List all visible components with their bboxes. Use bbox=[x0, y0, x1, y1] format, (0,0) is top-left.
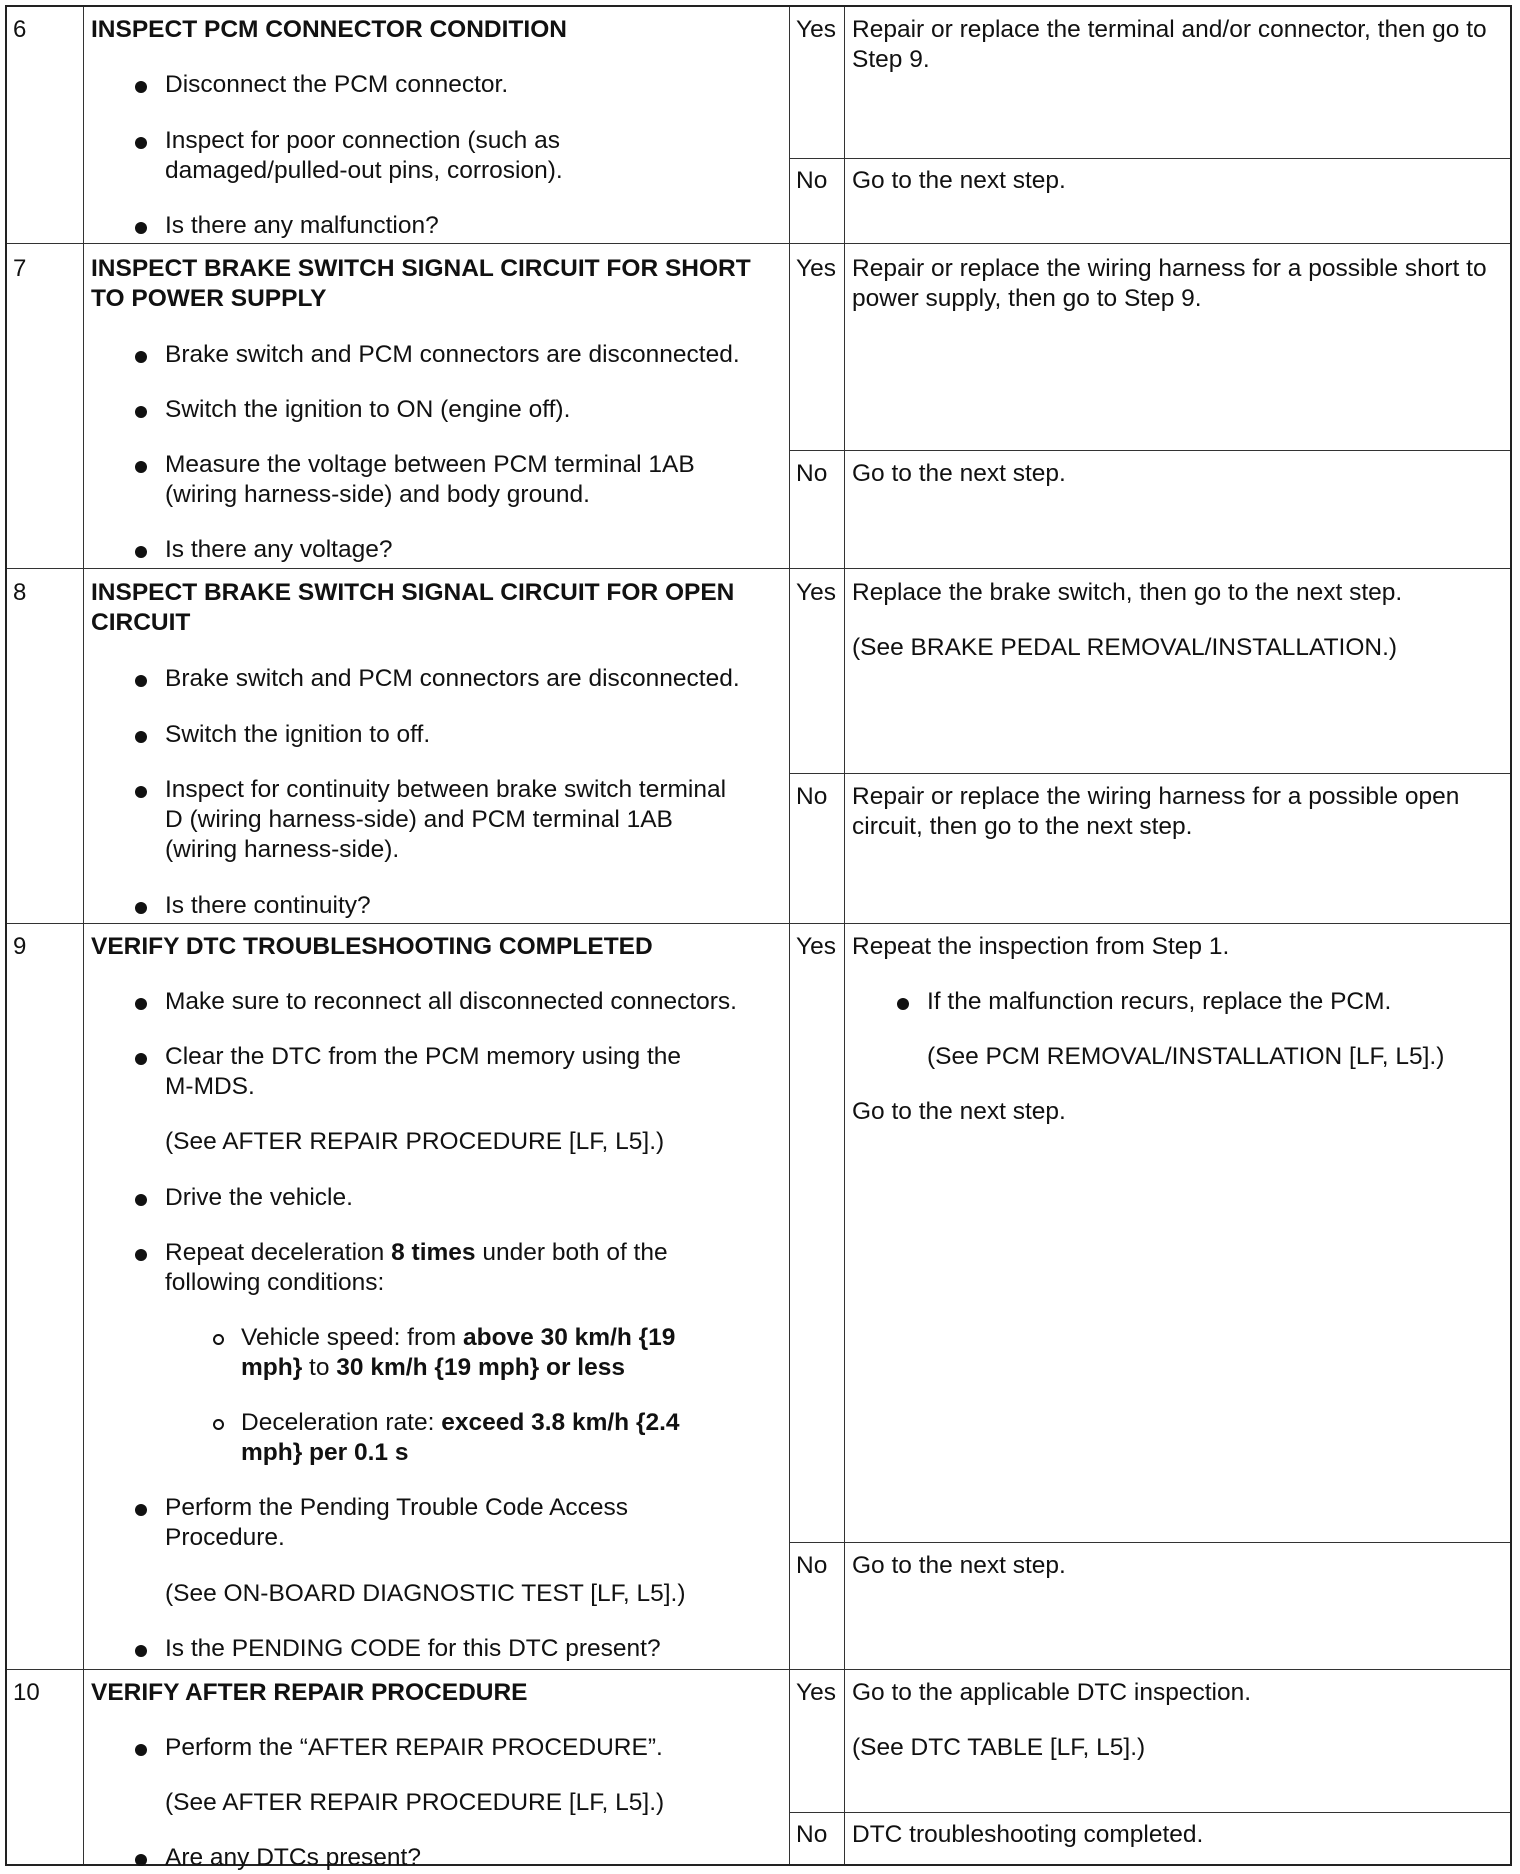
sub-condition-cont bbox=[241, 1438, 408, 1468]
yes-result-item: If the malfunction recurs, replace the PCM. bbox=[927, 988, 1392, 1015]
sub-condition-cont bbox=[241, 1353, 625, 1383]
step-title: INSPECT BRAKE SWITCH SIGNAL CIRCUIT FOR OPEN bbox=[91, 579, 735, 606]
step-number: 6 bbox=[13, 16, 27, 43]
bullet-icon bbox=[135, 351, 147, 363]
check-item-cont: following conditions: bbox=[165, 1269, 385, 1296]
bullet-icon bbox=[135, 137, 147, 149]
yes-result: Repair or replace the terminal and/or connector, then go to bbox=[852, 16, 1487, 43]
yes-result: Go to the applicable DTC inspection. bbox=[852, 1679, 1252, 1706]
yes-no-divider bbox=[789, 773, 1510, 774]
no-result: Go to the next step. bbox=[852, 1552, 1066, 1579]
yes-label: Yes bbox=[796, 933, 836, 960]
check-item-cont: damaged/pulled-out pins, corrosion). bbox=[165, 157, 563, 184]
yes-label: Yes bbox=[796, 16, 836, 43]
step-title: INSPECT BRAKE SWITCH SIGNAL CIRCUIT FOR SHORT bbox=[91, 255, 751, 282]
yes-result: Go to the next step. bbox=[852, 1098, 1066, 1125]
bullet-icon bbox=[135, 1053, 147, 1065]
bullet-icon bbox=[135, 1194, 147, 1206]
yes-result: power supply, then go to Step 9. bbox=[852, 285, 1202, 312]
no-label: No bbox=[796, 460, 828, 487]
check-item: Inspect for continuity between brake switch terminal bbox=[165, 776, 727, 803]
row-divider bbox=[7, 568, 1510, 569]
no-result: DTC troubleshooting completed. bbox=[852, 1821, 1204, 1848]
bullet-icon bbox=[135, 675, 147, 687]
bullet-icon bbox=[135, 902, 147, 914]
yes-no-divider bbox=[789, 1542, 1510, 1543]
check-item: Brake switch and PCM connectors are disconnected. bbox=[165, 665, 740, 692]
yes-label: Yes bbox=[796, 579, 836, 606]
bullet-icon bbox=[135, 998, 147, 1010]
yes-reference: (See DTC TABLE [LF, L5].) bbox=[852, 1734, 1146, 1761]
step-title-cont: TO POWER SUPPLY bbox=[91, 285, 327, 312]
yes-result: Repair or replace the wiring harness for a possible short to bbox=[852, 255, 1487, 282]
text-run: Vehicle speed: from bbox=[241, 1324, 463, 1351]
check-item-cont: (wiring harness-side) and body ground. bbox=[165, 481, 590, 508]
emphasis: mph} per 0.1 s bbox=[241, 1439, 409, 1466]
yes-result: Replace the brake switch, then go to the next step. bbox=[852, 579, 1403, 606]
row-divider bbox=[7, 923, 1510, 924]
check-item: Is the PENDING CODE for this DTC present? bbox=[165, 1635, 661, 1662]
bullet-icon bbox=[135, 1249, 147, 1261]
check-item: Is there continuity? bbox=[165, 892, 371, 919]
step-title: VERIFY DTC TROUBLESHOOTING COMPLETED bbox=[91, 933, 653, 960]
bullet-icon bbox=[135, 81, 147, 93]
sub-condition bbox=[241, 1323, 675, 1353]
column-divider bbox=[83, 7, 84, 1864]
yes-label: Yes bbox=[796, 1679, 836, 1706]
emphasis: exceed 3.8 km/h {2.4 bbox=[441, 1409, 680, 1436]
no-result: circuit, then go to the next step. bbox=[852, 813, 1193, 840]
column-divider bbox=[789, 7, 790, 1864]
no-result: Go to the next step. bbox=[852, 460, 1066, 487]
sub-bullet-icon bbox=[213, 1334, 224, 1345]
bullet-icon bbox=[135, 731, 147, 743]
check-item: Clear the DTC from the PCM memory using the bbox=[165, 1043, 682, 1070]
check-item: Brake switch and PCM connectors are disconnected. bbox=[165, 341, 740, 368]
check-item: Switch the ignition to off. bbox=[165, 721, 431, 748]
reference-note: (See AFTER REPAIR PROCEDURE [LF, L5].) bbox=[165, 1128, 665, 1155]
column-divider bbox=[844, 7, 845, 1864]
bullet-icon bbox=[135, 786, 147, 798]
row-divider bbox=[7, 1669, 1510, 1670]
step-number: 10 bbox=[13, 1679, 40, 1706]
reference-note: (See ON-BOARD DIAGNOSTIC TEST [LF, L5].) bbox=[165, 1580, 686, 1607]
check-item: Measure the voltage between PCM terminal 1AB bbox=[165, 451, 695, 478]
no-result: Go to the next step. bbox=[852, 167, 1066, 194]
yes-label: Yes bbox=[796, 255, 836, 282]
step-title: INSPECT PCM CONNECTOR CONDITION bbox=[91, 16, 567, 43]
check-item: Is there any voltage? bbox=[165, 536, 393, 563]
check-item: Drive the vehicle. bbox=[165, 1184, 353, 1211]
step-title-cont: CIRCUIT bbox=[91, 609, 191, 636]
check-item: Make sure to reconnect all disconnected connectors. bbox=[165, 988, 737, 1015]
yes-reference: (See BRAKE PEDAL REMOVAL/INSTALLATION.) bbox=[852, 634, 1398, 661]
bullet-icon bbox=[135, 1744, 147, 1756]
step-title: VERIFY AFTER REPAIR PROCEDURE bbox=[91, 1679, 528, 1706]
bullet-icon bbox=[135, 1854, 147, 1866]
yes-no-divider bbox=[789, 450, 1510, 451]
text-run: to bbox=[302, 1354, 337, 1381]
bullet-icon bbox=[135, 461, 147, 473]
bullet-icon bbox=[135, 1504, 147, 1516]
check-item-cont: M-MDS. bbox=[165, 1073, 255, 1100]
no-label: No bbox=[796, 167, 828, 194]
no-label: No bbox=[796, 1821, 828, 1848]
check-item: Switch the ignition to ON (engine off). bbox=[165, 396, 571, 423]
no-label: No bbox=[796, 1552, 828, 1579]
sub-bullet-icon bbox=[213, 1419, 224, 1430]
check-item-cont: Procedure. bbox=[165, 1524, 285, 1551]
bullet-icon bbox=[135, 1645, 147, 1657]
no-result: Repair or replace the wiring harness for a possible open bbox=[852, 783, 1460, 810]
no-label: No bbox=[796, 783, 828, 810]
check-item: Is there any malfunction? bbox=[165, 212, 439, 239]
bullet-icon bbox=[135, 406, 147, 418]
bullet-icon bbox=[135, 546, 147, 558]
text-run: Repeat deceleration bbox=[165, 1239, 392, 1266]
yes-no-divider bbox=[789, 158, 1510, 159]
emphasis: mph} bbox=[241, 1354, 303, 1381]
bullet-icon bbox=[897, 998, 909, 1010]
emphasis: 8 times bbox=[391, 1239, 476, 1266]
emphasis: above 30 km/h {19 bbox=[462, 1324, 676, 1351]
check-item: Perform the Pending Trouble Code Access bbox=[165, 1494, 629, 1521]
step-number: 9 bbox=[13, 933, 27, 960]
check-item: Perform the “AFTER REPAIR PROCEDURE”. bbox=[165, 1734, 663, 1761]
check-item: Disconnect the PCM connector. bbox=[165, 71, 509, 98]
check-item: Inspect for poor connection (such as bbox=[165, 127, 560, 154]
yes-reference: (See PCM REMOVAL/INSTALLATION [LF, L5].) bbox=[927, 1043, 1445, 1070]
text-run: under both of the bbox=[475, 1239, 668, 1266]
bullet-icon bbox=[135, 222, 147, 234]
text-run: Deceleration rate: bbox=[241, 1409, 442, 1436]
step-number: 8 bbox=[13, 579, 27, 606]
emphasis: 30 km/h {19 mph} or less bbox=[336, 1354, 625, 1381]
check-item-cont: D (wiring harness-side) and PCM terminal 1AB bbox=[165, 806, 673, 833]
check-item-cont: (wiring harness-side). bbox=[165, 836, 400, 863]
check-item bbox=[165, 1238, 668, 1268]
yes-result: Repeat the inspection from Step 1. bbox=[852, 933, 1230, 960]
yes-no-divider bbox=[789, 1812, 1510, 1813]
yes-result: Step 9. bbox=[852, 46, 930, 73]
reference-note: (See AFTER REPAIR PROCEDURE [LF, L5].) bbox=[165, 1789, 665, 1816]
row-divider bbox=[7, 243, 1510, 244]
sub-condition bbox=[241, 1408, 680, 1438]
step-number: 7 bbox=[13, 255, 27, 282]
troubleshooting-table bbox=[5, 5, 1512, 1871]
check-item: Are any DTCs present? bbox=[165, 1844, 421, 1871]
